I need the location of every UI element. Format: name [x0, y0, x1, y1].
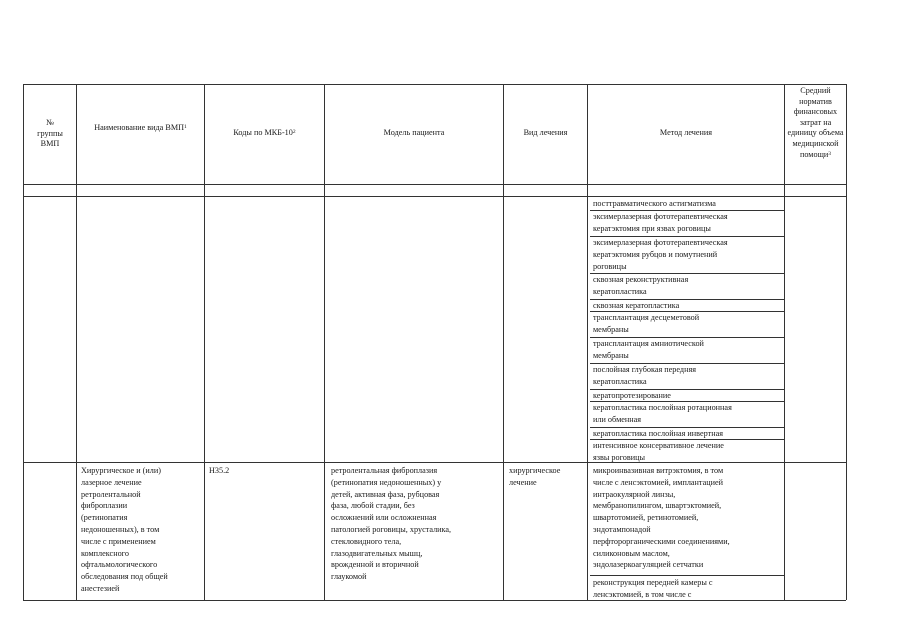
- cell-line: глазодвигательных мышц,: [331, 548, 423, 558]
- method-line: силиконовым маслом,: [593, 548, 670, 558]
- cell-line: H35.2: [209, 466, 230, 475]
- method-line: сквозная реконструктивная: [593, 275, 689, 284]
- method-line: кератэктомия при язвах роговицы: [593, 223, 711, 233]
- cell-line: комплексного: [81, 548, 129, 558]
- footnote-mark: 1: [184, 124, 187, 130]
- method-line: реконструкция передней камеры с: [593, 578, 713, 587]
- method-divider: [590, 575, 784, 576]
- method-cell: [593, 300, 679, 312]
- cell-line: фаза, любой стадии, без: [331, 501, 415, 511]
- header-line: группы: [37, 128, 63, 138]
- method-cell: [593, 465, 730, 571]
- column-border: [784, 84, 785, 600]
- method-line: послойная глубокая передняя: [593, 365, 696, 374]
- cell-line: ретролентальной: [81, 489, 141, 499]
- cell-line: врожденной и вторичной: [331, 560, 419, 570]
- mkb-code-cell: [209, 465, 229, 477]
- method-cell: [593, 274, 688, 298]
- cell-line: числе с применением: [81, 536, 156, 546]
- method-line: роговицы: [593, 261, 627, 271]
- table-bottom-border: [23, 600, 846, 601]
- cell-line: Хирургическое и (или): [81, 466, 161, 475]
- method-line: числе с ленсэктомией, имплантацией: [593, 477, 724, 487]
- header-text: Коды по МКБ-10: [233, 128, 293, 137]
- method-line: эндолазеркоагуляцией сетчатки: [593, 560, 704, 570]
- cell-line: фиброплазии: [81, 501, 128, 511]
- method-line: мембраны: [593, 350, 629, 360]
- method-cell: [593, 402, 732, 426]
- cell-line: ретролентальная фиброплазия: [331, 466, 438, 475]
- method-line: кератопластика: [593, 286, 647, 296]
- cell-line: осложнений или осложненная: [331, 513, 437, 523]
- spacer-row-border: [23, 196, 846, 197]
- cell-line: хирургическое: [509, 466, 561, 475]
- method-line: кератэктомия рубцов и помутнений: [593, 249, 718, 259]
- method-line: эксимерлазерная фототерапевтическая: [593, 238, 728, 247]
- method-cell: [593, 312, 699, 336]
- header-treatment-type: [504, 128, 587, 139]
- header-line: №: [46, 118, 54, 127]
- header-text: Модель пациента: [383, 128, 445, 137]
- header-line: единицу объема: [787, 128, 844, 138]
- method-cell: [593, 211, 728, 235]
- cell-line: глаукомой: [331, 572, 367, 582]
- method-line: трансплантация амниотической: [593, 339, 704, 348]
- method-cell: [593, 390, 671, 402]
- method-line: ленсэктомией, в том числе с: [593, 589, 692, 599]
- method-line: интраокулярной линзы,: [593, 489, 676, 499]
- footnote-mark: 3: [828, 150, 832, 157]
- column-border: [76, 84, 77, 600]
- method-line: перфторорганическими соединениями,: [593, 536, 730, 546]
- column-border: [503, 84, 504, 600]
- header-treatment-method: [588, 128, 784, 139]
- column-border: [846, 84, 847, 600]
- cell-line: лазерное лечение: [81, 477, 142, 487]
- header-line: Средний: [800, 86, 831, 95]
- header-patient-model: [325, 128, 503, 139]
- method-line: или обменная: [593, 414, 642, 424]
- header-line: помощи: [799, 149, 829, 159]
- column-border: [23, 84, 24, 600]
- header-avg-cost: [785, 86, 846, 160]
- method-line: эндотампонадой: [593, 524, 651, 534]
- treatment-type-cell: [509, 465, 560, 489]
- type-name-cell: [81, 465, 168, 595]
- header-line: финансовых: [793, 107, 838, 117]
- method-cell: [593, 198, 716, 210]
- method-line: сквозная кератопластика: [593, 301, 680, 310]
- footnote-mark: 2: [292, 129, 296, 135]
- table-top-border: [23, 84, 846, 85]
- method-cell: [593, 237, 728, 272]
- column-border: [587, 84, 588, 600]
- method-line: микроинвазивная витрэктомия, в том: [593, 466, 724, 475]
- header-line: норматив: [799, 96, 832, 106]
- cell-line: (ретинопатия: [81, 513, 128, 523]
- header-text: Метод лечения: [659, 128, 713, 137]
- method-line: посттравматического астигматизма: [593, 199, 716, 208]
- method-line: кератопластика послойная ротационная: [593, 403, 732, 412]
- header-text: Вид лечения: [523, 128, 568, 137]
- cell-line: анестезией: [81, 583, 120, 593]
- header-group-no: [24, 118, 76, 150]
- method-cell: [593, 338, 704, 362]
- method-line: швартотомией, ретинотомией,: [593, 513, 699, 523]
- cell-line: (ретинопатия недоношенных) у: [331, 477, 442, 487]
- cell-line: лечение: [509, 477, 537, 487]
- cell-line: детей, активная фаза, рубцовая: [331, 489, 440, 499]
- patient-model-cell: [331, 465, 451, 583]
- method-line: мембраны: [593, 324, 629, 334]
- method-line: язвы роговицы: [593, 452, 645, 462]
- method-cell: [593, 440, 724, 464]
- method-line: кератопластика: [593, 376, 647, 386]
- header-line: затрат на: [799, 117, 832, 127]
- cell-line: недоношенных), в том: [81, 524, 160, 534]
- column-border: [204, 84, 205, 600]
- method-cell: [593, 577, 713, 601]
- method-line: эксимерлазерная фототерапевтическая: [593, 212, 728, 221]
- header-mkb-codes: [205, 128, 324, 139]
- header-line: медицинской: [792, 138, 839, 148]
- header-bottom-border: [23, 184, 846, 185]
- header-line: ВМП: [40, 139, 60, 149]
- cell-line: стекловидного тела,: [331, 536, 402, 546]
- header-type-name: [77, 123, 204, 134]
- method-line: кератопластика послойная инвертная: [593, 429, 723, 438]
- cell-line: обследования под общей: [81, 572, 168, 582]
- header-text: Наименование вида ВМП: [94, 123, 185, 132]
- method-line: трансплантация десцеметовой: [593, 313, 700, 322]
- cell-line: патологией роговицы, хрусталика,: [331, 524, 452, 534]
- column-border: [324, 84, 325, 600]
- method-line: интенсивное консервативное лечение: [593, 441, 724, 450]
- method-line: кератопротезирование: [593, 391, 671, 400]
- method-cell: [593, 364, 696, 388]
- method-cell: [593, 428, 723, 440]
- cell-line: офтальмологического: [81, 560, 158, 570]
- method-line: мембранопилингом, швартэктомией,: [593, 501, 722, 511]
